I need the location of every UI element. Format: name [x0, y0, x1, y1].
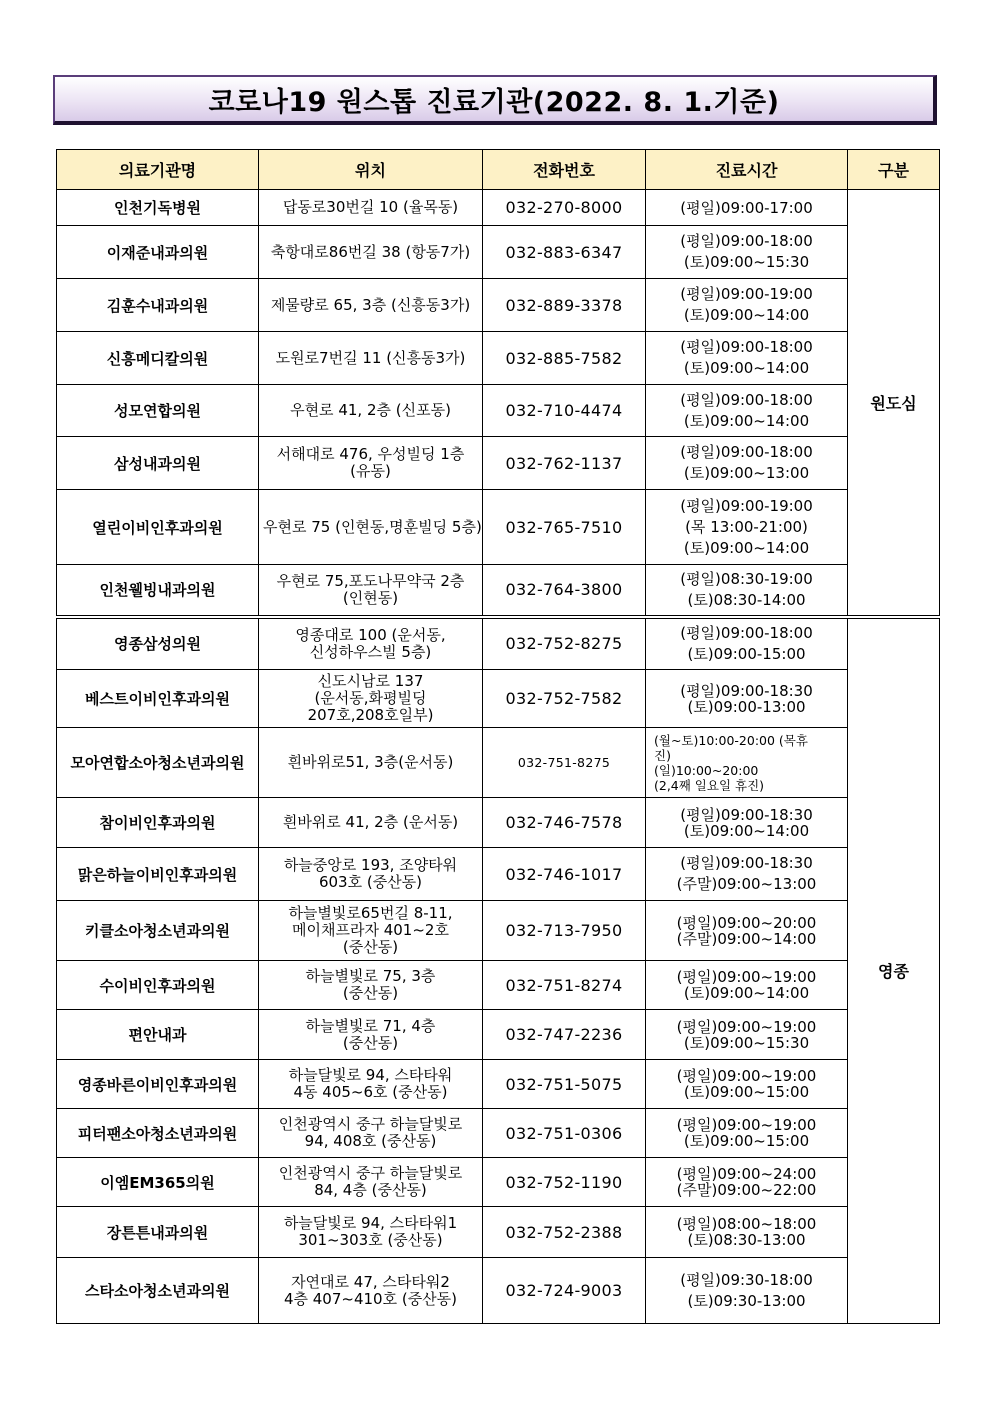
- table-row: [57, 190, 940, 226]
- hours-line: (평일)09:30-18:00: [680, 1270, 813, 1289]
- hours-line: (평일)09:00-18:00: [680, 623, 813, 642]
- table-row: [57, 490, 940, 565]
- clinic-phone: 032-889-3378: [483, 279, 646, 332]
- address-line: (중산동): [342, 938, 399, 956]
- clinic-name: 영종바른이비인후과의원: [57, 1060, 259, 1109]
- hours-line: (주말)09:00~14:00: [676, 929, 817, 948]
- hours-line: (토)09:00~13:00: [683, 464, 810, 482]
- table-row: [57, 1010, 940, 1060]
- header-location: 위치: [259, 150, 483, 190]
- clinic-name: 영종삼성의원: [57, 617, 259, 670]
- clinic-hours: [646, 961, 848, 1010]
- hours-line: (평일)09:00-19:00: [680, 285, 813, 303]
- address-line: 도원로7번길 11 (신흥동3가): [275, 348, 466, 367]
- clinic-name: 피터팬소아청소년과의원: [57, 1109, 259, 1158]
- clinic-address: [259, 332, 483, 385]
- clinic-address: [259, 385, 483, 437]
- hours-line: (평일)09:00~24:00: [676, 1165, 817, 1183]
- clinic-phone: 032-885-7582: [483, 332, 646, 385]
- table-row: [57, 1158, 940, 1207]
- table-row: [57, 961, 940, 1010]
- clinic-address: [259, 226, 483, 279]
- address-line: 자연대로 47, 스타타워2: [291, 1272, 450, 1291]
- address-line: (운서동,화평빌딩: [314, 689, 427, 707]
- table-row: [57, 332, 940, 385]
- clinic-address: [259, 279, 483, 332]
- address-line: 신성하우스빌 5층): [309, 642, 432, 661]
- table-row: [57, 798, 940, 848]
- clinic-hours: [646, 190, 848, 226]
- table-row: [57, 437, 940, 490]
- hours-line: (평일)09:00-18:30: [680, 805, 813, 824]
- clinic-hours: [646, 617, 848, 670]
- hours-line: (토)09:00~15:30: [683, 1033, 810, 1052]
- address-line: 영종대로 100 (운서동,: [295, 625, 446, 644]
- address-line: 207호,208호일부): [307, 706, 434, 724]
- clinic-name: 이재준내과의원: [57, 226, 259, 279]
- address-line: 4동 405~6호 (중산동): [293, 1083, 448, 1101]
- clinic-hours: [646, 1207, 848, 1258]
- hours-line: (일)10:00~20:00: [654, 762, 759, 778]
- clinic-address: [259, 1158, 483, 1207]
- address-line: 84, 4층 (중산동): [314, 1181, 427, 1199]
- address-line: 603호 (중산동): [318, 873, 423, 891]
- clinic-name: 모아연합소아청소년과의원: [57, 728, 259, 798]
- clinic-name: 키클소아청소년과의원: [57, 901, 259, 961]
- table-row: [57, 1109, 940, 1158]
- clinic-phone: 032-747-2236: [483, 1010, 646, 1060]
- clinic-hours: [646, 1109, 848, 1158]
- hours-line: (주말)09:00~22:00: [676, 1181, 817, 1199]
- header-region: 구분: [848, 150, 940, 190]
- table-body: [57, 190, 940, 1324]
- clinic-name: 장튼튼내과의원: [57, 1207, 259, 1258]
- table-row: [57, 901, 940, 961]
- hours-line: (평일)09:00-18:00: [680, 390, 813, 409]
- address-line: 인천광역시 중구 하늘달빛로: [278, 1115, 463, 1133]
- clinic-name: 스타소아청소년과의원: [57, 1258, 259, 1324]
- hours-line: (주말)09:00~13:00: [676, 875, 817, 893]
- clinic-address: [259, 190, 483, 226]
- clinic-name: 신흥메디칼의원: [57, 332, 259, 385]
- title-banner: [53, 75, 937, 125]
- address-line: (중산동): [342, 1033, 399, 1052]
- clinic-address: [259, 1207, 483, 1258]
- hours-line: (평일)09:00~20:00: [676, 913, 817, 932]
- clinic-hours: [646, 490, 848, 565]
- address-line: 흰바위로51, 3층(운서동): [287, 753, 454, 771]
- clinic-phone: 032-751-0306: [483, 1109, 646, 1158]
- clinic-name: 인천웰빙내과의원: [57, 565, 259, 617]
- address-line: 94, 408호 (중산동): [304, 1132, 437, 1150]
- clinic-name: 베스트이비인후과의원: [57, 670, 259, 728]
- table-row: [57, 1258, 940, 1324]
- address-line: 우현로 41, 2층 (신포동): [290, 401, 451, 419]
- clinic-address: [259, 1109, 483, 1158]
- clinic-hours: [646, 1060, 848, 1109]
- clinic-address: [259, 1258, 483, 1324]
- hours-line: (평일)09:00~19:00: [676, 1067, 817, 1085]
- table-row: [57, 617, 940, 670]
- clinic-hours: [646, 437, 848, 490]
- address-line: 하늘달빛로 94, 스타타워1: [283, 1214, 458, 1232]
- clinic-name: 열린이비인후과의원: [57, 490, 259, 565]
- clinic-name: 참이비인후과의원: [57, 798, 259, 848]
- hours-line: (토)09:00~14:00: [683, 538, 810, 557]
- clinic-phone: 032-724-9003: [483, 1258, 646, 1324]
- clinic-hours: [646, 1158, 848, 1207]
- clinic-name: 이엠EM365의원: [57, 1158, 259, 1207]
- clinic-hours: [646, 279, 848, 332]
- hours-line: (토)09:30-13:00: [687, 1291, 806, 1310]
- clinic-hours: [646, 848, 848, 901]
- clinic-hours: [646, 385, 848, 437]
- clinic-address: [259, 728, 483, 798]
- table-row: [57, 848, 940, 901]
- clinic-hours: [646, 728, 848, 798]
- address-line: (인현동): [342, 588, 399, 607]
- address-line: 축항대로86번길 38 (항동7가): [270, 242, 471, 261]
- hours-line: (평일)09:00-18:00: [680, 443, 813, 461]
- address-line: 하늘중앙로 193, 조양타워: [283, 856, 458, 874]
- clinic-address: [259, 565, 483, 617]
- table-row: [57, 670, 940, 728]
- header-name: 의료기관명: [57, 150, 259, 190]
- clinic-phone: 032-883-6347: [483, 226, 646, 279]
- address-line: 신도시남로 137: [317, 672, 424, 690]
- address-line: (유동): [350, 462, 391, 480]
- hours-line: 진): [654, 747, 671, 763]
- region-label: 원도심: [848, 190, 940, 617]
- clinic-phone: 032-751-8275: [483, 728, 646, 798]
- hours-line: (평일)09:00-18:00: [680, 232, 813, 250]
- clinic-phone: 032-752-8275: [483, 617, 646, 670]
- table-row: [57, 279, 940, 332]
- clinic-phone: 032-765-7510: [483, 490, 646, 565]
- clinic-address: [259, 437, 483, 490]
- hours-line: (평일)09:00~19:00: [676, 968, 817, 986]
- clinic-address: [259, 1010, 483, 1060]
- clinic-phone: 032-762-1137: [483, 437, 646, 490]
- hours-line: (토)09:00~14:00: [683, 411, 810, 430]
- clinic-name: 성모연합의원: [57, 385, 259, 437]
- clinic-address: [259, 617, 483, 670]
- table-row: [57, 1060, 940, 1109]
- clinic-phone: 032-746-1017: [483, 848, 646, 901]
- address-line: 하늘별빛로65번길 8-11,: [288, 904, 453, 922]
- address-line: 하늘별빛로 71, 4층: [305, 1016, 436, 1035]
- clinic-address: [259, 848, 483, 901]
- clinic-name: 인천기독병원: [57, 190, 259, 226]
- clinic-hours: [646, 1258, 848, 1324]
- hours-line: (토)09:00~14:00: [683, 359, 810, 377]
- address-line: 우현로 75 (인현동,명훈빌딩 5층): [263, 517, 482, 536]
- clinic-address: [259, 490, 483, 565]
- address-line: 하늘별빛로 75, 3층: [305, 967, 436, 985]
- table-row: [57, 385, 940, 437]
- address-line: 서해대로 476, 우성빌딩 1층: [276, 445, 465, 463]
- table-header-row: [57, 150, 940, 190]
- clinic-phone: 032-746-7578: [483, 798, 646, 848]
- clinic-address: [259, 670, 483, 728]
- address-line: 흰바위로 41, 2층 (운서동): [282, 813, 459, 831]
- hours-line: (평일)09:00-18:30: [680, 681, 813, 700]
- clinic-address: [259, 798, 483, 848]
- region-label: 영종: [848, 617, 940, 1324]
- clinic-hours: [646, 1010, 848, 1060]
- clinic-name: 삼성내과의원: [57, 437, 259, 490]
- hours-line: (평일)09:00-17:00: [680, 198, 813, 217]
- clinic-address: [259, 1060, 483, 1109]
- address-line: 하늘달빛로 94, 스타타워: [288, 1066, 453, 1084]
- address-line: 인천광역시 중구 하늘달빛로: [278, 1164, 463, 1182]
- hours-line: (토)08:30-13:00: [687, 1231, 806, 1249]
- header-hours: 진료시간: [646, 150, 848, 190]
- address-line: 301~303호 (중산동): [298, 1231, 443, 1249]
- clinic-hours: [646, 901, 848, 961]
- clinic-name: 맑은하늘이비인후과의원: [57, 848, 259, 901]
- clinic-phone: 032-752-7582: [483, 670, 646, 728]
- clinic-phone: 032-751-8274: [483, 961, 646, 1010]
- clinic-hours: [646, 226, 848, 279]
- address-line: 답동로30번길 10 (율목동): [282, 198, 459, 216]
- hours-line: (토)09:00~15:00: [683, 1132, 810, 1150]
- address-line: 메이채프라자 401~2호: [292, 921, 449, 939]
- clinic-phone: 032-713-7950: [483, 901, 646, 961]
- hours-line: (토)09:00~14:00: [683, 984, 810, 1002]
- table-row: [57, 728, 940, 798]
- hours-line: (평일)08:30-19:00: [680, 569, 813, 588]
- header-phone: 전화번호: [483, 150, 646, 190]
- hours-line: (토)09:00~14:00: [683, 821, 810, 840]
- hours-line: (목 13:00-21:00): [685, 517, 808, 536]
- table-row: [57, 1207, 940, 1258]
- clinic-phone: 032-752-1190: [483, 1158, 646, 1207]
- address-line: 4층 407~410호 (중산동): [283, 1289, 458, 1308]
- clinic-address: [259, 901, 483, 961]
- address-line: 우현로 75,포도나무약국 2층: [276, 571, 465, 590]
- hours-line: (평일)09:00~19:00: [676, 1116, 817, 1134]
- clinic-phone: 032-752-2388: [483, 1207, 646, 1258]
- clinic-table: [56, 149, 940, 1324]
- clinic-phone: 032-710-4474: [483, 385, 646, 437]
- clinic-address: [259, 961, 483, 1010]
- hours-line: (토)09:00~15:00: [683, 1083, 810, 1101]
- hours-line: (토)09:00~14:00: [683, 306, 810, 324]
- clinic-name: 김훈수내과의원: [57, 279, 259, 332]
- table-row: [57, 565, 940, 617]
- clinic-phone: 032-270-8000: [483, 190, 646, 226]
- hours-line: (평일)09:00-18:00: [680, 338, 813, 356]
- hours-line: (토)09:00~15:30: [683, 253, 810, 271]
- hours-line: (월~토)10:00-20:00 (목휴: [654, 732, 808, 748]
- table-row: [57, 226, 940, 279]
- hours-line: (토)08:30-14:00: [687, 590, 806, 609]
- document-title: 코로나19 원스톱 진료기관(2022. 8. 1.기준): [208, 86, 780, 118]
- hours-line: (토)09:00-13:00: [687, 697, 806, 716]
- hours-line: (토)09:00-15:00: [687, 644, 806, 663]
- hours-line: (평일)09:00-19:00: [680, 496, 813, 515]
- clinic-phone: 032-751-5075: [483, 1060, 646, 1109]
- clinic-hours: [646, 798, 848, 848]
- hours-line: (평일)08:00~18:00: [676, 1215, 817, 1233]
- hours-line: (2,4째 일요일 휴진): [654, 777, 765, 793]
- clinic-phone: 032-764-3800: [483, 565, 646, 617]
- hours-line: (평일)09:00~19:00: [676, 1017, 817, 1036]
- clinic-hours: [646, 670, 848, 728]
- hours-line: (평일)09:00-18:30: [680, 854, 813, 872]
- clinic-name: 편안내과: [57, 1010, 259, 1060]
- clinic-hours: [646, 565, 848, 617]
- clinic-name: 수이비인후과의원: [57, 961, 259, 1010]
- clinic-hours: [646, 332, 848, 385]
- address-line: 제물량로 65, 3층 (신흥동3가): [270, 295, 471, 314]
- address-line: (중산동): [342, 984, 399, 1002]
